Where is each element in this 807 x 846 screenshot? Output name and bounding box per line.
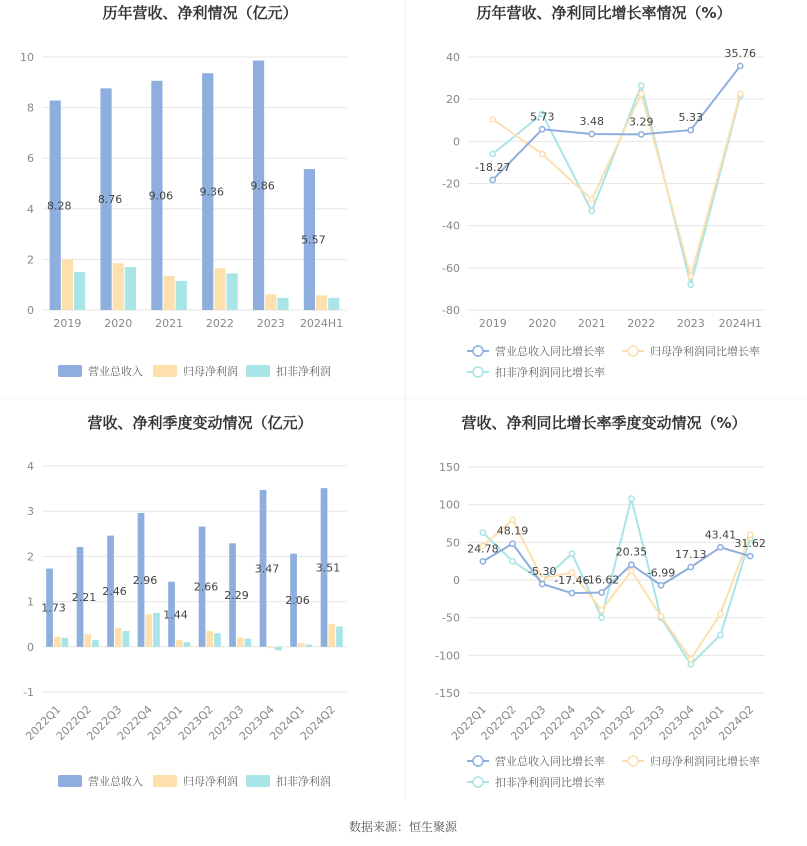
data-label: 3.51 bbox=[315, 561, 341, 575]
x-tick-label: 2019 bbox=[53, 317, 82, 330]
data-point bbox=[658, 614, 663, 619]
data-point bbox=[629, 496, 634, 501]
x-tick-label: 2021 bbox=[577, 317, 606, 330]
data-label: 1.44 bbox=[163, 608, 188, 622]
data-label: 2.96 bbox=[132, 573, 158, 587]
y-tick-label: -60 bbox=[442, 261, 460, 275]
x-tick-label: 2023 bbox=[676, 317, 705, 330]
data-label: 9.86 bbox=[250, 179, 275, 193]
data-label: -18.27 bbox=[475, 160, 511, 174]
x-tick-label: 2024Q1 bbox=[267, 702, 308, 743]
data-point bbox=[688, 274, 693, 279]
x-tick-label: 2023 bbox=[256, 317, 285, 330]
legend-entry[interactable]: 营业总收入同比增长率 bbox=[495, 345, 605, 358]
data-label: -6.99 bbox=[646, 566, 676, 580]
bar-deducted-profit bbox=[125, 267, 136, 310]
charts-root bbox=[20, 4, 766, 789]
data-point bbox=[639, 91, 644, 96]
data-point bbox=[688, 657, 693, 662]
y-tick-label: -1 bbox=[23, 686, 34, 699]
chart-annual-amounts bbox=[20, 4, 347, 378]
bar-deducted-profit bbox=[214, 633, 221, 647]
bar-parent-profit bbox=[298, 643, 305, 647]
data-label: -16.62 bbox=[583, 573, 620, 587]
x-tick-label: 2022Q1 bbox=[448, 702, 489, 743]
y-tick-label: -150 bbox=[435, 687, 460, 700]
x-tick-label: 2022Q2 bbox=[478, 702, 519, 743]
legend-swatch bbox=[246, 775, 270, 787]
y-tick-label: 6 bbox=[27, 152, 34, 166]
x-tick-label: 2023Q2 bbox=[597, 702, 638, 743]
bar-parent-profit bbox=[316, 295, 327, 310]
data-point bbox=[738, 91, 743, 96]
legend-entry[interactable]: 归母净利润同比增长率 bbox=[650, 755, 760, 768]
data-point bbox=[490, 117, 495, 122]
bar-parent-profit bbox=[113, 263, 124, 310]
data-label: 17.13 bbox=[675, 548, 707, 562]
data-point bbox=[589, 131, 594, 136]
data-label: 2.21 bbox=[71, 590, 97, 604]
bar-deducted-profit bbox=[275, 647, 282, 651]
data-point bbox=[629, 568, 634, 573]
y-tick-label: 0 bbox=[453, 135, 460, 149]
y-tick-label: 150 bbox=[439, 461, 460, 474]
legend-swatch bbox=[246, 365, 270, 377]
data-label: 3.29 bbox=[629, 115, 654, 129]
legend-entry[interactable]: 扣非净利润同比增长率 bbox=[495, 776, 605, 789]
x-tick-label: 2024Q2 bbox=[297, 702, 338, 743]
data-point bbox=[599, 615, 604, 620]
bar-deducted-profit bbox=[92, 640, 99, 647]
chart-title: 历年营收、净利同比增长率情况（%） bbox=[476, 4, 732, 22]
data-label: 24.78 bbox=[467, 542, 499, 556]
x-tick-label: 2022 bbox=[205, 317, 234, 330]
y-tick-label: 1 bbox=[27, 595, 34, 609]
data-label: 20.35 bbox=[615, 545, 648, 559]
data-label: 31.62 bbox=[734, 537, 766, 551]
y-tick-label: -100 bbox=[435, 649, 460, 663]
data-label: 8.28 bbox=[46, 199, 72, 213]
bar-parent-profit bbox=[163, 276, 174, 310]
y-tick-label: 4 bbox=[27, 460, 34, 473]
x-tick-label: 2022Q3 bbox=[508, 702, 549, 743]
data-label: 5.73 bbox=[530, 110, 555, 124]
bar-parent-profit bbox=[267, 647, 274, 648]
data-source-note: 数据来源：恒生聚源 bbox=[348, 820, 458, 834]
bar-parent-profit bbox=[265, 294, 276, 310]
data-point bbox=[639, 83, 644, 88]
x-tick-label: 2023Q4 bbox=[236, 702, 277, 743]
data-label: 1.73 bbox=[41, 601, 66, 615]
data-label: 35.76 bbox=[724, 46, 756, 60]
legend-swatch bbox=[153, 365, 177, 377]
x-tick-label: 2023Q3 bbox=[206, 702, 247, 743]
x-tick-label: 2022Q3 bbox=[84, 702, 125, 743]
data-point bbox=[589, 208, 594, 213]
bar-parent-profit bbox=[54, 637, 61, 647]
legend-marker bbox=[473, 367, 483, 377]
x-tick-label: 2023Q1 bbox=[567, 702, 608, 743]
data-label: 2.06 bbox=[285, 594, 310, 608]
y-tick-label: 0 bbox=[27, 304, 34, 317]
bar-deducted-profit bbox=[176, 281, 187, 310]
data-label: 48.19 bbox=[496, 524, 529, 538]
chart-title: 历年营收、净利情况（亿元） bbox=[102, 4, 298, 22]
data-point bbox=[718, 632, 723, 637]
x-tick-label: 2022Q2 bbox=[53, 702, 94, 743]
bar-parent-profit bbox=[237, 638, 244, 647]
y-tick-label: 8 bbox=[27, 101, 34, 115]
data-label: 2.66 bbox=[193, 580, 219, 594]
data-point bbox=[490, 151, 495, 156]
data-point bbox=[718, 545, 723, 550]
data-point bbox=[540, 127, 545, 132]
data-label: -5.30 bbox=[528, 564, 557, 578]
data-point bbox=[510, 559, 515, 564]
data-point bbox=[688, 662, 693, 667]
y-tick-label: 50 bbox=[446, 536, 460, 550]
x-tick-label: 2022Q4 bbox=[538, 702, 579, 743]
x-tick-label: 2020 bbox=[528, 317, 557, 330]
data-point bbox=[639, 132, 644, 137]
x-tick-label: 2023Q1 bbox=[145, 702, 186, 743]
data-label: 8.76 bbox=[97, 193, 123, 207]
chart-title: 营收、净利同比增长率季度变动情况（%） bbox=[461, 414, 747, 432]
data-point bbox=[688, 564, 693, 569]
data-label: 2.29 bbox=[224, 589, 249, 603]
legend-swatch bbox=[153, 775, 177, 787]
y-tick-label: 100 bbox=[439, 498, 460, 512]
x-tick-label: 2024Q1 bbox=[686, 702, 727, 743]
y-tick-label: -40 bbox=[442, 219, 460, 233]
x-tick-label: 2022Q1 bbox=[23, 702, 64, 743]
x-tick-label: 2022 bbox=[627, 317, 656, 330]
bar-parent-profit bbox=[84, 634, 91, 647]
y-tick-label: -20 bbox=[442, 177, 460, 191]
y-tick-label: 20 bbox=[446, 93, 460, 107]
data-point bbox=[599, 608, 604, 613]
legend-entry[interactable]: 归母净利润 bbox=[183, 775, 238, 788]
legend-marker bbox=[628, 346, 638, 356]
legend-entry[interactable]: 扣非净利润 bbox=[276, 775, 331, 788]
data-label: 5.57 bbox=[301, 233, 326, 247]
bar-deducted-profit bbox=[277, 298, 288, 310]
y-tick-label: 2 bbox=[27, 550, 34, 564]
legend-entry[interactable]: 扣非净利润 bbox=[276, 365, 331, 378]
bar-parent-profit bbox=[62, 259, 73, 310]
legend-entry[interactable]: 归母净利润 bbox=[183, 365, 238, 378]
bar-parent-profit bbox=[214, 268, 225, 310]
y-tick-label: 10 bbox=[20, 51, 34, 64]
legend-entry[interactable]: 营业总收入同比增长率 bbox=[495, 755, 605, 768]
data-point bbox=[569, 551, 574, 556]
bar-parent-profit bbox=[328, 624, 335, 647]
data-label: 9.36 bbox=[199, 185, 224, 199]
chart-annual-growth bbox=[442, 4, 765, 379]
bar-parent-profit bbox=[115, 628, 122, 647]
data-label: 2.46 bbox=[102, 585, 127, 599]
data-point bbox=[688, 282, 693, 287]
data-point bbox=[629, 562, 634, 567]
x-tick-label: 2023Q4 bbox=[656, 702, 697, 743]
data-point bbox=[510, 517, 515, 522]
x-tick-label: 2021 bbox=[155, 317, 184, 330]
bar-deducted-profit bbox=[245, 639, 252, 647]
x-tick-label: 2019 bbox=[478, 317, 507, 330]
data-point bbox=[718, 611, 723, 616]
data-label: 3.47 bbox=[254, 562, 280, 576]
data-point bbox=[540, 581, 545, 586]
data-point bbox=[688, 127, 693, 132]
data-label: -17.46 bbox=[554, 574, 590, 588]
y-tick-label: 0 bbox=[453, 574, 460, 587]
bar-deducted-profit bbox=[227, 273, 238, 310]
legend-entry[interactable]: 归母净利润同比增长率 bbox=[650, 345, 760, 358]
bar-parent-profit bbox=[145, 614, 152, 647]
data-point bbox=[490, 177, 495, 182]
data-point bbox=[599, 590, 604, 595]
legend-swatch bbox=[58, 365, 82, 377]
x-tick-label: 2020 bbox=[104, 317, 133, 330]
data-point bbox=[510, 541, 515, 546]
bar-deducted-profit bbox=[336, 626, 343, 646]
x-tick-label: 2022Q4 bbox=[114, 702, 155, 743]
legend-marker bbox=[473, 346, 483, 356]
data-point bbox=[748, 554, 753, 559]
bar-deducted-profit bbox=[74, 272, 85, 310]
bar-deducted-profit bbox=[328, 298, 339, 310]
legend-entry[interactable]: 扣非净利润同比增长率 bbox=[495, 366, 605, 379]
x-tick-label: 2024H1 bbox=[718, 317, 762, 330]
legend-entry[interactable]: 营业总收入 bbox=[88, 365, 143, 378]
bar-deducted-profit bbox=[62, 638, 69, 647]
data-label: 3.48 bbox=[579, 114, 604, 128]
x-tick-label: 2023Q3 bbox=[627, 702, 668, 743]
bar-deducted-profit bbox=[306, 645, 313, 647]
legend-entry[interactable]: 营业总收入 bbox=[88, 775, 143, 788]
data-point bbox=[540, 151, 545, 156]
data-point bbox=[589, 197, 594, 202]
data-point bbox=[569, 591, 574, 596]
bar-parent-profit bbox=[176, 640, 183, 647]
legend-swatch bbox=[58, 775, 82, 787]
data-label: 9.06 bbox=[148, 189, 174, 203]
y-tick-label: -50 bbox=[442, 611, 460, 625]
y-tick-label: 40 bbox=[446, 51, 460, 64]
y-tick-label: 0 bbox=[27, 640, 34, 654]
bar-deducted-profit bbox=[153, 613, 160, 647]
legend-marker bbox=[473, 756, 483, 766]
x-tick-label: 2023Q2 bbox=[175, 702, 216, 743]
y-tick-label: 3 bbox=[27, 505, 34, 519]
chart-title: 营收、净利季度变动情况（亿元） bbox=[87, 414, 313, 432]
data-point bbox=[738, 63, 743, 68]
chart-quarterly-growth bbox=[435, 414, 766, 789]
y-tick-label: -80 bbox=[442, 304, 460, 317]
y-tick-label: 4 bbox=[27, 202, 34, 216]
legend-marker bbox=[628, 756, 638, 766]
data-label: 43.41 bbox=[704, 528, 737, 542]
bar-deducted-profit bbox=[123, 631, 130, 647]
chart-quarterly-amounts bbox=[23, 414, 347, 788]
data-point bbox=[480, 559, 485, 564]
legend-marker bbox=[473, 777, 483, 787]
data-point bbox=[658, 583, 663, 588]
data-label: 5.33 bbox=[678, 111, 703, 125]
y-tick-label: 2 bbox=[27, 253, 34, 267]
bar-parent-profit bbox=[206, 631, 213, 647]
x-tick-label: 2024Q2 bbox=[716, 702, 757, 743]
x-tick-label: 2024H1 bbox=[299, 317, 344, 330]
bar-deducted-profit bbox=[184, 642, 191, 647]
data-point bbox=[480, 530, 485, 535]
